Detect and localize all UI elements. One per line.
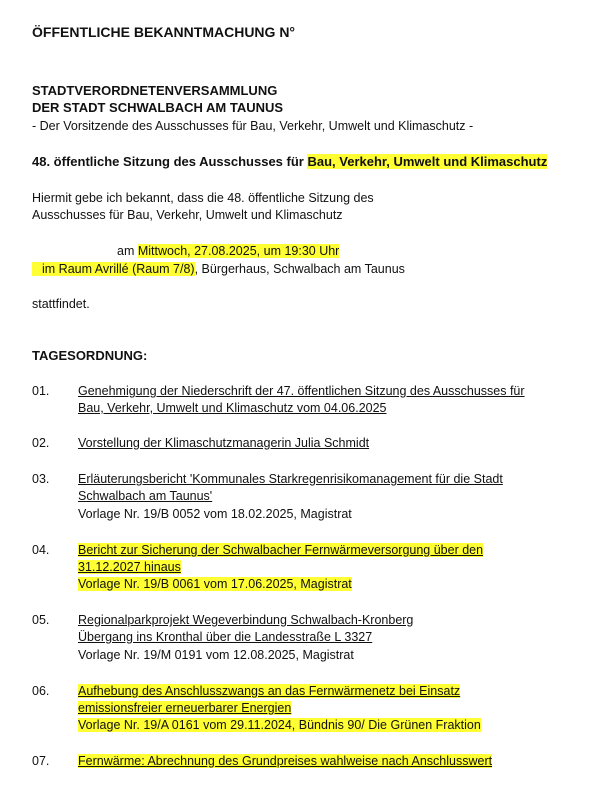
agenda-item-title: Erläuterungsbericht 'Kommunales Starkregenrisikomanagement für die Stadt — [78, 472, 503, 486]
agenda-item-title — [78, 700, 291, 717]
org-name-line1: STADTVERORDNETENVERSAMMLUNG — [32, 83, 278, 98]
closing-text: stattfindet. — [32, 297, 90, 311]
agenda-item-title — [78, 542, 483, 559]
agenda-number: 06. — [32, 684, 50, 698]
room-suffix: , Bürgerhaus, Schwalbach am Taunus — [194, 262, 405, 276]
agenda-heading: TAGESORDNUNG: — [32, 348, 148, 363]
intro-line-1: Hiermit gebe ich bekannt, dass die 48. öffentliche Sitzung des — [32, 191, 374, 205]
agenda-item-title: Schwalbach am Taunus' — [78, 489, 213, 503]
room-value: im Raum Avrillé (Raum 7/8) — [32, 262, 195, 276]
agenda-item-vorlage-text: Vorlage Nr. 19/A 0161 vom 29.11.2024, Bündnis 90/ Die Grünen Fraktion — [78, 718, 481, 732]
agenda-item-title: Bau, Verkehr, Umwelt und Klimaschutz vom 04.06.2025 — [78, 401, 387, 415]
agenda-item-title: Übergang ins Kronthal über die Landesstraße L 3327 — [78, 630, 373, 644]
agenda-item-title-text: Aufhebung des Anschlusszwangs an das Fernwärmenetz bei Einsatz — [78, 684, 461, 698]
intro-line-2: Ausschusses für Bau, Verkehr, Umwelt und Klimaschutz — [32, 208, 343, 222]
agenda-item-title-text: Fernwärme: Abrechnung des Grundpreises wahlweise nach Anschlusswert — [78, 754, 493, 768]
agenda-number: 03. — [32, 472, 50, 486]
date-value: Mittwoch, 27.08.2025, um 19:30 Uhr — [137, 244, 340, 258]
agenda-item-vorlage — [78, 717, 481, 734]
agenda-number: 07. — [32, 754, 50, 768]
agenda-item-title: Genehmigung der Niederschrift der 47. öffentlichen Sitzung des Ausschusses für — [78, 384, 525, 398]
agenda-item-vorlage-text: Vorlage Nr. 19/B 0061 vom 17.06.2025, Magistrat — [78, 577, 352, 591]
page-title: ÖFFENTLICHE BEKANNTMACHUNG N° — [32, 24, 296, 40]
agenda-item-title: Vorstellung der Klimaschutzmanagerin Julia Schmidt — [78, 436, 370, 450]
org-subtitle: - Der Vorsitzende des Ausschusses für Bau, Verkehr, Umwelt und Klimaschutz - — [32, 119, 474, 133]
meeting-date — [117, 243, 339, 259]
agenda-number: 01. — [32, 384, 50, 398]
agenda-number: 04. — [32, 543, 50, 557]
session-committee: Bau, Verkehr, Umwelt und Klimaschutz — [307, 154, 548, 169]
agenda-number: 02. — [32, 436, 50, 450]
agenda-item-title-text: emissionsfreier erneuerbarer Energien — [78, 701, 292, 715]
org-name-line2: DER STADT SCHWALBACH AM TAUNUS — [32, 100, 284, 115]
session-prefix: 48. öffentliche Sitzung des Ausschusses für — [32, 154, 308, 169]
agenda-item-title-text: 31.12.2027 hinaus — [78, 560, 181, 574]
agenda-number: 05. — [32, 613, 50, 627]
meeting-room — [32, 261, 405, 277]
session-heading — [32, 154, 547, 170]
date-prefix: am — [117, 244, 138, 258]
agenda-item-title: Regionalparkprojekt Wegeverbindung Schwalbach-Kronberg — [78, 613, 414, 627]
agenda-item-title — [78, 559, 181, 576]
agenda-item-vorlage — [78, 576, 352, 593]
agenda-item-vorlage: Vorlage Nr. 19/B 0052 vom 18.02.2025, Magistrat — [78, 507, 352, 521]
agenda-item-title-text: Bericht zur Sicherung der Schwalbacher Fernwärmeversorgung über den — [78, 543, 484, 557]
agenda-item-title — [78, 753, 492, 770]
agenda-item-title — [78, 683, 460, 700]
agenda-item-vorlage: Vorlage Nr. 19/M 0191 vom 12.08.2025, Magistrat — [78, 648, 354, 662]
